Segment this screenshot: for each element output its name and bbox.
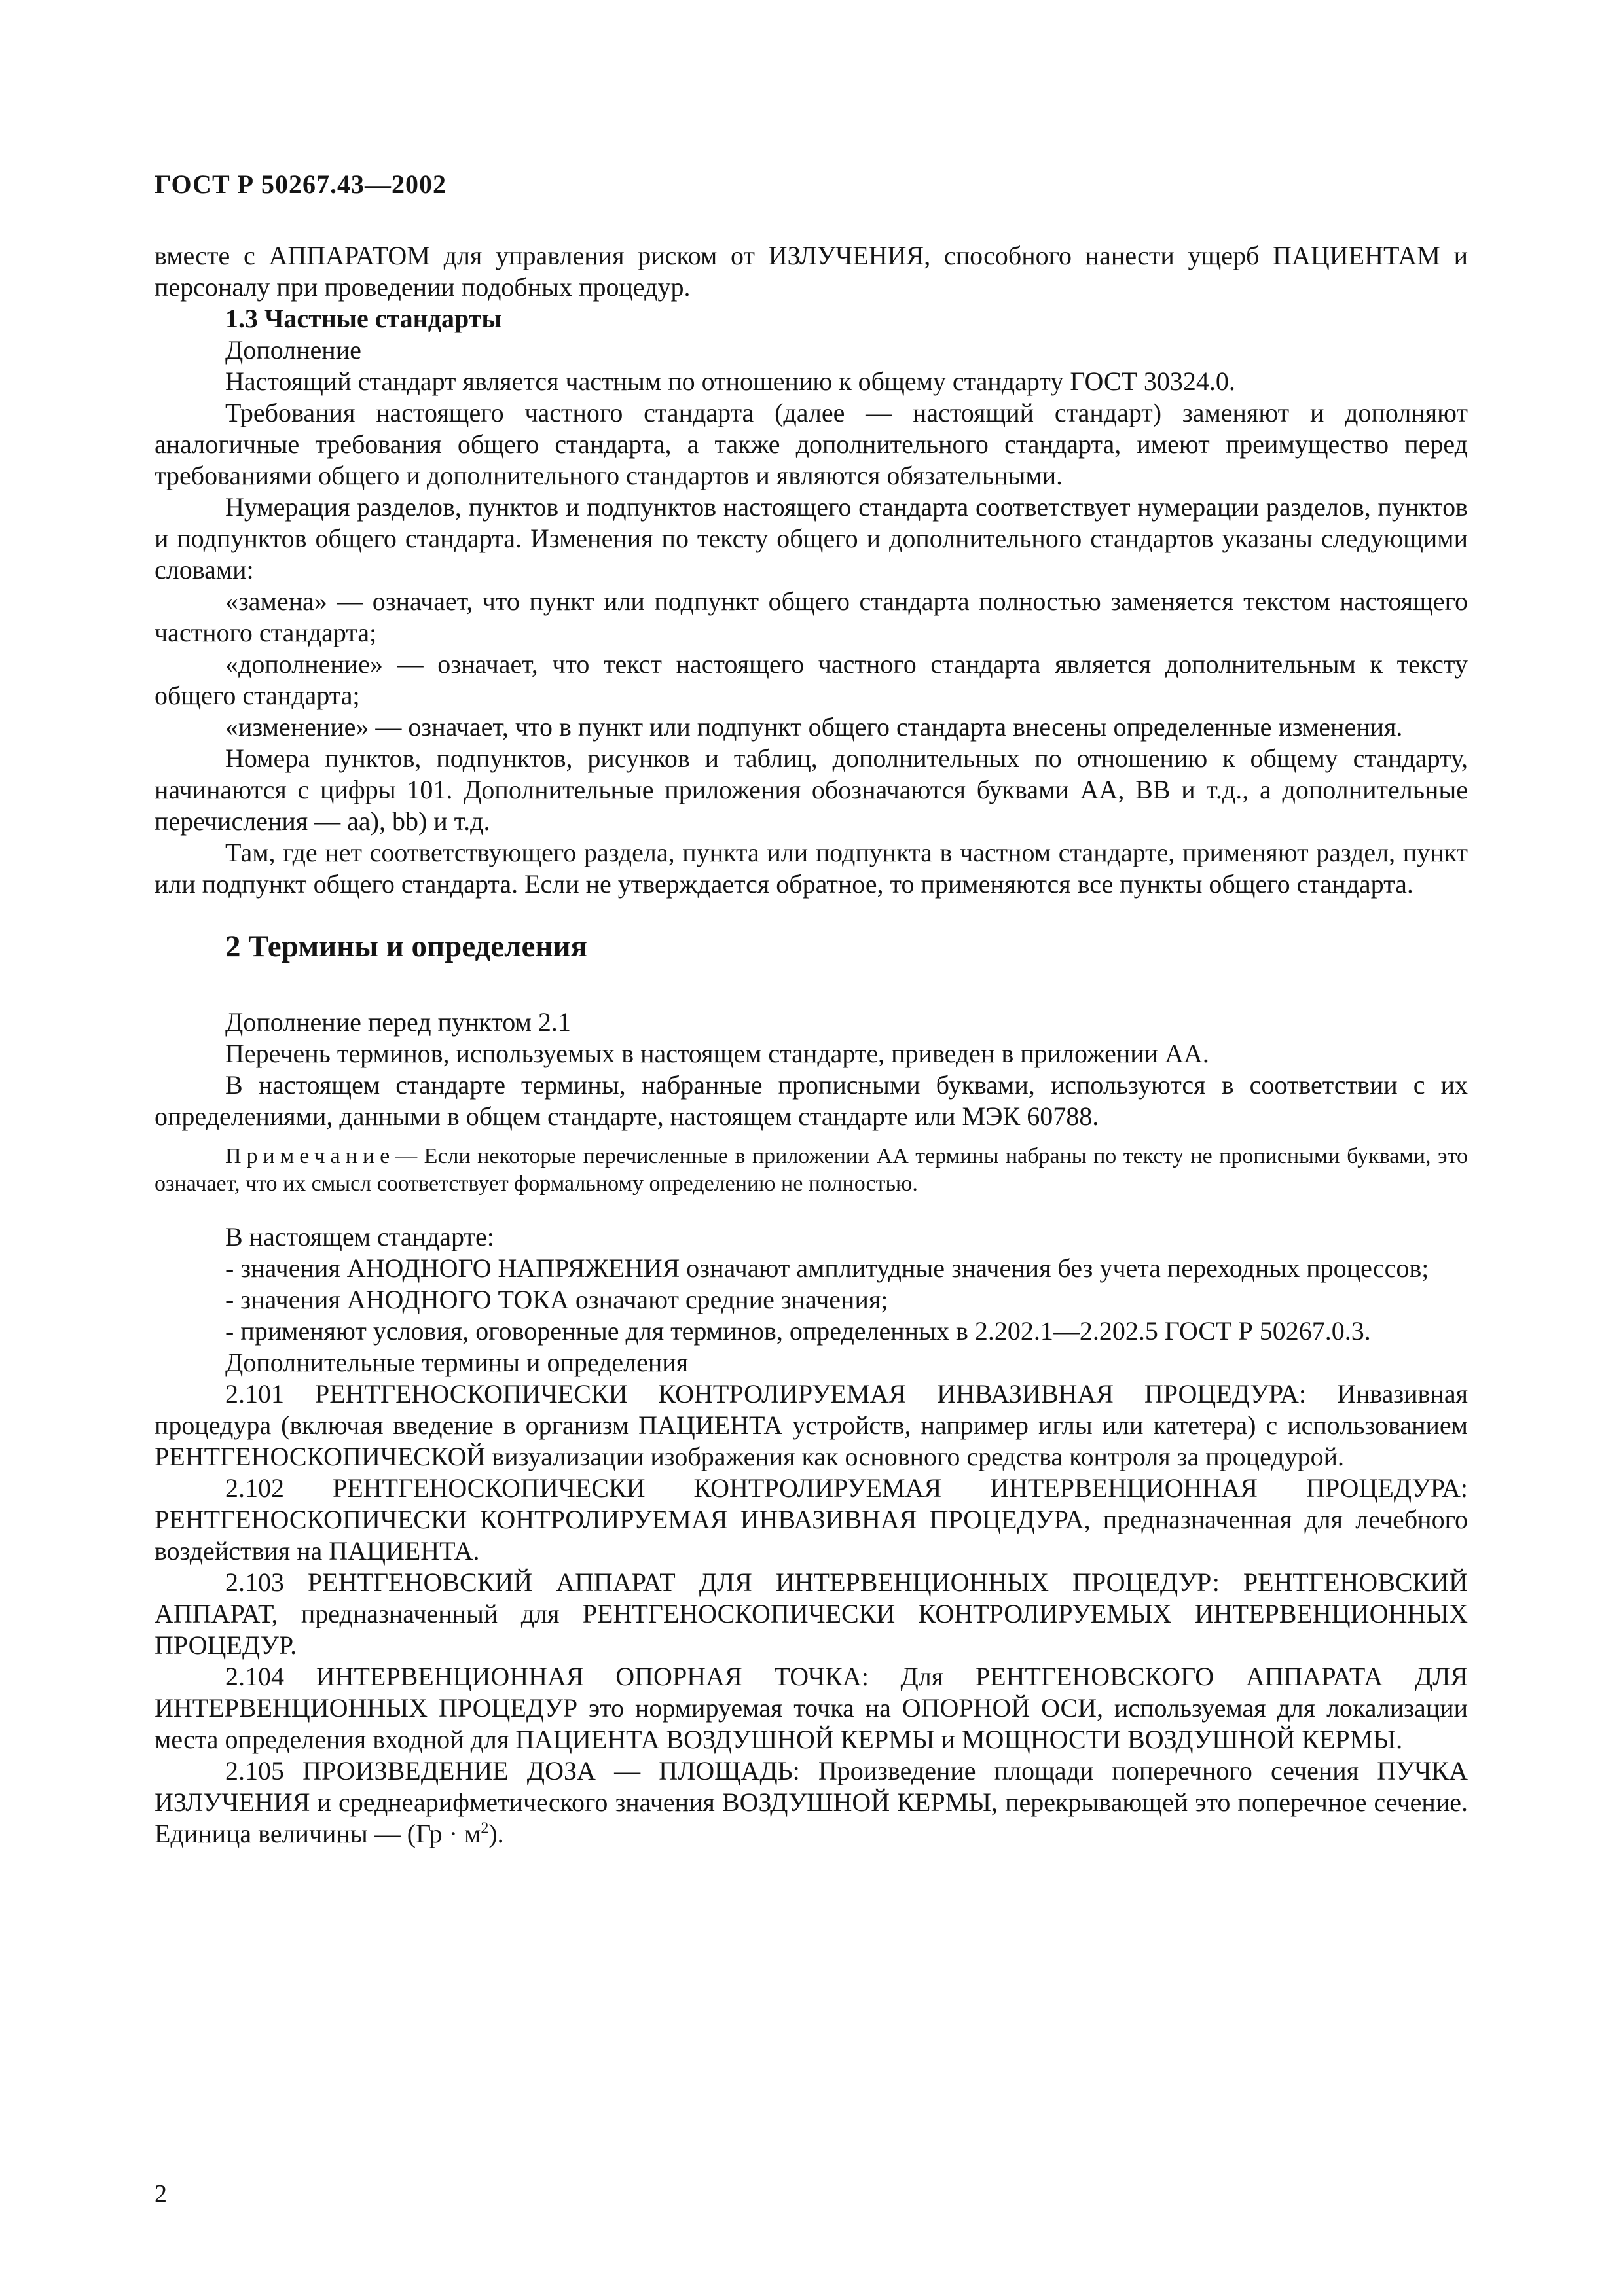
paragraph: В настоящем стандарте:	[225, 1222, 494, 1251]
page-number: 2	[155, 2180, 167, 2208]
term-definition: 2.103 РЕНТГЕНОВСКИЙ АППАРАТ ДЛЯ ИНТЕРВЕНЦИОННЫХ ПРОЦЕДУР: РЕНТГЕНОВСКИЙ АППАРАТ, предназначенный для РЕНТГЕНОСКОПИЧЕСКИ КОНТРОЛИРУЕМЫХ ИНТЕРВЕНЦИОННЫХ ПРОЦЕДУР.	[155, 1568, 1468, 1660]
note-text: — Если некоторые перечисленные в приложении АА термины набраны по тексту не прописными буквами, это означает, что их смысл соответствует формальному определению не полностью.	[155, 1144, 1468, 1196]
paragraph: Настоящий стандарт является частным по отношению к общему стандарту ГОСТ 30324.0.	[225, 367, 1235, 396]
document-body	[155, 240, 1468, 1850]
note-label: Примечание	[225, 1144, 395, 1168]
unit-superscript: 2	[481, 1820, 489, 1837]
paragraph: «замена» — означает, что пункт или подпункт общего стандарта полностью заменяется текстом настоящего частного стандарта;	[155, 586, 1468, 647]
paragraph: Дополнение перед пунктом 2.1	[225, 1007, 571, 1037]
list-item: - значения АНОДНОГО ТОКА означают средние значения;	[225, 1285, 888, 1314]
paragraph: Там, где нет соответствующего раздела, пункта или подпункта в частном стандарте, применяют раздел, пункт или подпункт общего стандарта. Если не утверждается обратное, то применяются все пункты общего стандарта.	[155, 838, 1468, 899]
note-paragraph	[155, 1143, 1468, 1198]
section-heading-2: 2 Термины и определения	[225, 929, 587, 963]
paragraph: «дополнение» — означает, что текст настоящего частного стандарта является дополнительным к тексту общего стандарта;	[155, 649, 1468, 710]
list-item: - значения АНОДНОГО НАПРЯЖЕНИЯ означают амплитудные значения без учета переходных процессов;	[225, 1253, 1429, 1283]
paragraph: Дополнение	[225, 335, 361, 365]
term-definition	[155, 1755, 1468, 1850]
document-header: ГОСТ Р 50267.43—2002	[155, 170, 447, 199]
list-item: - применяют условия, оговоренные для терминов, определенных в 2.202.1—2.202.5 ГОСТ Р 50267.0.3.	[225, 1316, 1371, 1346]
term-definition: 2.101 РЕНТГЕНОСКОПИЧЕСКИ КОНТРОЛИРУЕМАЯ ИНВАЗИВНАЯ ПРОЦЕДУРА: Инвазивная процедура (включая введение в организм ПАЦИЕНТА устройств, например иглы или катетера) с использованием РЕНТГЕНОСКОПИЧЕСКОЙ визуализации изображения как основного средства контроля за процедурой.	[155, 1379, 1468, 1471]
paragraph: В настоящем стандарте термины, набранные прописными буквами, используются в соответствии с их определениями, данными в общем стандарте, настоящем стандарте или МЭК 60788.	[155, 1070, 1468, 1131]
paragraph: Перечень терминов, используемых в настоящем стандарте, приведен в приложении АА.	[225, 1039, 1209, 1068]
paragraph: Номера пунктов, подпунктов, рисунков и таблиц, дополнительных по отношению к общему стандарту, начинаются с цифры 101. Дополнительные приложения обозначаются буквами АА, ВВ и т.д., а дополнительные перечисления — аа), bb) и т.д.	[155, 744, 1468, 836]
paragraph: «изменение» — означает, что в пункт или подпункт общего стандарта внесены определенные изменения.	[225, 712, 1403, 742]
paragraph: Требования настоящего частного стандарта (далее — настоящий стандарт) заменяют и дополняют аналогичные требования общего стандарта, а также дополнительного стандарта, имеют преимущество перед требованиями общего и дополнительного стандартов и являются обязательными.	[155, 398, 1468, 490]
term-definition: 2.102 РЕНТГЕНОСКОПИЧЕСКИ КОНТРОЛИРУЕМАЯ ИНТЕРВЕНЦИОННАЯ ПРОЦЕДУРА: РЕНТГЕНОСКОПИЧЕСКИ КОНТРОЛИРУЕМАЯ ИНВАЗИВНАЯ ПРОЦЕДУРА, предназначенная для лечебного воздействия на ПАЦИЕНТА.	[155, 1473, 1468, 1566]
document-page	[155, 169, 1468, 2224]
subsection-heading-1-3: 1.3 Частные стандарты	[225, 304, 502, 333]
intro-paragraph: вместе с АППАРАТОМ для управления риском от ИЗЛУЧЕНИЯ, способного нанести ущерб ПАЦИЕНТАМ и персоналу при проведении подобных процедур.	[155, 241, 1468, 302]
term-definition: 2.104 ИНТЕРВЕНЦИОННАЯ ОПОРНАЯ ТОЧКА: Для РЕНТГЕНОВСКОГО АППАРАТА ДЛЯ ИНТЕРВЕНЦИОННЫХ ПРОЦЕДУР это нормируемая точка на ОПОРНОЙ ОСИ, используемая для локализации места определения входной для ПАЦИЕНТА ВОЗДУШНОЙ КЕРМЫ и МОЩНОСТИ ВОЗДУШНОЙ КЕРМЫ.	[155, 1662, 1468, 1754]
term-text: 2.105 ПРОИЗВЕДЕНИЕ ДОЗА — ПЛОЩАДЬ: Произведение площади поперечного сечения ПУЧКА ИЗЛУЧЕНИЯ и среднеарифметического значения ВОЗДУШНОЙ КЕРМЫ, перекрывающей это поперечное сечение. Единица величины — (Гр · м	[155, 1756, 1468, 1848]
paragraph: Нумерация разделов, пунктов и подпунктов настоящего стандарта соответствует нумерации разделов, пунктов и подпунктов общего стандарта. Изменения по тексту общего и дополнительного стандартов указаны следующими словами:	[155, 492, 1468, 584]
paragraph: Дополнительные термины и определения	[225, 1348, 689, 1377]
term-tail: ).	[488, 1819, 504, 1848]
